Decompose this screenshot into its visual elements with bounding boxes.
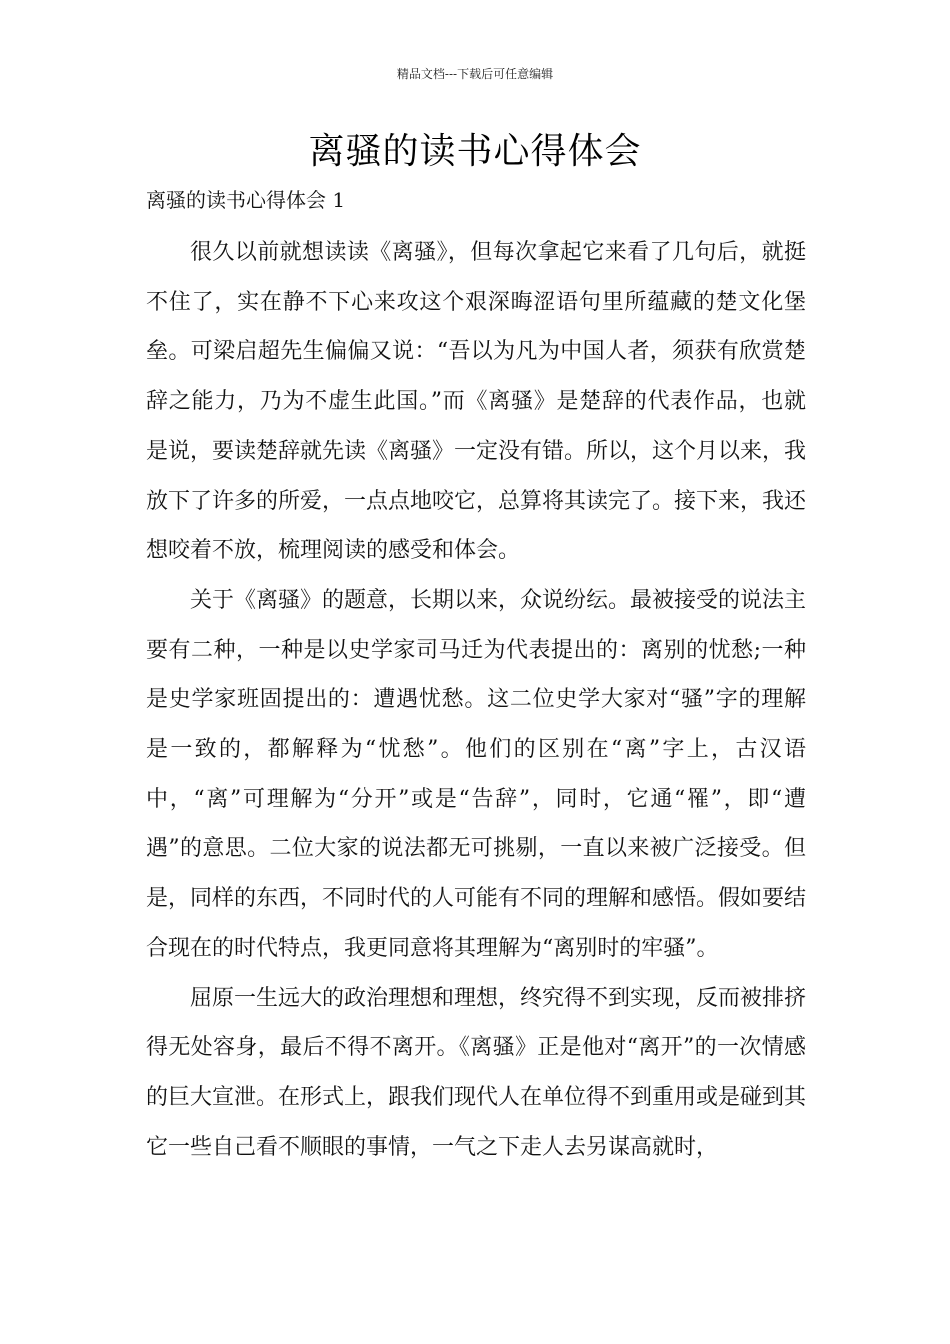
document-title: 离骚的读书心得体会 (308, 131, 642, 172)
paragraph: 很久以前就想读读《离骚》，但每次拿起它来看了几句后，就挺不住了，实在静不下心来攻这个艰深晦涩语句里所蕴藏的楚文化堡垒。可梁启超先生偏偏又说：“吾以为凡为中国人者，须获有欣赏楚辞之能力，乃为不虚生此国。”而《离骚》是楚辞的代表作品，也就是说，要读楚辞就先读《离骚》一定没有错。所以，这个月以来，我放下了许多的所爱，一点点地咬它，总算将其读完了。接下来，我还想咬着不放，梳理阅读的感受和体会。 (146, 240, 807, 564)
header-note: 精品文档---下载后可任意编辑 (396, 67, 554, 81)
paragraph: 屈原一生远大的政治理想和理想，终究得不到实现，反而被排挤得无处容身，最后不得不离开。《离骚》正是他对“离开”的一次情感的巨大宣泄。在形式上，跟我们现代人在单位得不到重用或是碰到其它一些自己看不顺眼的事情，一气之下走人去另谋高就时， (146, 985, 807, 1160)
paragraph: 关于《离骚》的题意，长期以来，众说纷纭。最被接受的说法主要有二种，一种是以史学家司马迁为代表提出的：离别的忧愁;一种是史学家班固提出的：遭遇忧愁。这二位史学大家对“骚”字的理解是一致的，都解释为“忧愁”。他们的区别在“离”字上，古汉语中，“离”可理解为“分开”或是“告辞”，同时，它通“罹”，即“遭遇”的意思。二位大家的说法都无可挑剔，一直以来被广泛接受。但是，同样的东西，不同时代的人可能有不同的理解和感悟。假如要结合现在的时代特点，我更同意将其理解为“离别时的牢骚”。 (146, 587, 807, 961)
body-text (146, 228, 806, 1172)
section-subheading: 离骚的读书心得体会 1 (146, 188, 346, 212)
